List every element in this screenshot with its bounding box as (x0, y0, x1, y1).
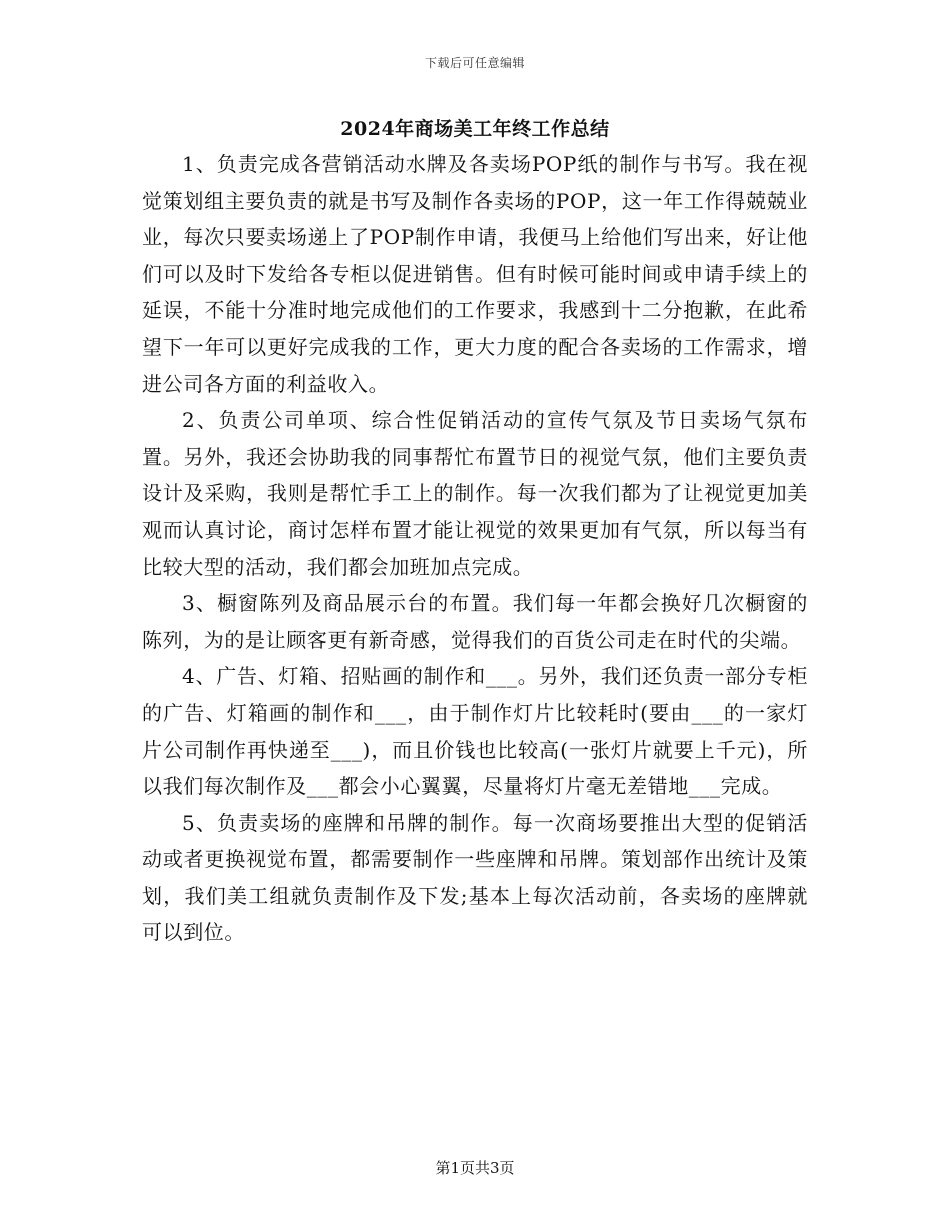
paragraph-5: 5、负责卖场的座牌和吊牌的制作。每一次商场要推出大型的促销活动或者更换视觉布置，都需要制作一些座牌和吊牌。策划部作出统计及策划，我们美工组就负责制作及下发;基本上每次活动前，各卖场的座牌就可以到位。 (142, 810, 808, 945)
paragraph-2: 2、负责公司单项、综合性促销活动的宣传气氛及节日卖场气氛布置。另外，我还会协助我的同事帮忙布置节日的视觉气氛，他们主要负责设计及采购，我则是帮忙手工上的制作。每一次我们都为了让视觉更加美观而认真讨论，商讨怎样布置才能让视觉的效果更加有气氛，所以每当有比较大型的活动，我们都会加班加点完成。 (142, 408, 808, 579)
paragraph-3: 3、橱窗陈列及商品展示台的布置。我们每一年都会换好几次橱窗的陈列，为的是让顾客更有新奇感，觉得我们的百货公司走在时代的尖端。 (142, 591, 808, 652)
paragraph-4: 4、广告、灯箱、招贴画的制作和___。另外，我们还负责一部分专柜的广告、灯箱画的制作和___，由于制作灯片比较耗时(要由___的一家灯片公司制作再快递至___)，而且价钱也比较高(一张灯片就要上千元)，所以我们每次制作及___都会小心翼翼，尽量将灯片毫无差错地___完成。 (142, 664, 808, 799)
paragraph-1: 1、负责完成各营销活动水牌及各卖场POP纸的制作与书写。我在视觉策划组主要负责的就是书写及制作各卖场的POP，这一年工作得兢兢业业，每次只要卖场递上了POP制作申请，我便马上给他们写出来，好让他们可以及时下发给各专柜以促进销售。但有时候可能时间或申请手续上的延误，不能十分准时地完成他们的工作要求，我感到十二分抱歉，在此希望下一年可以更好完成我的工作，更大力度的配合各卖场的工作需求，增进公司各方面的利益收入。 (142, 152, 808, 396)
document-title: 2024年商场美工年终工作总结 (340, 118, 610, 140)
header-note: 下载后可任意编辑 (424, 56, 525, 70)
document-body (142, 146, 808, 951)
page-number-footer: 第1页共3页 (435, 1159, 515, 1177)
